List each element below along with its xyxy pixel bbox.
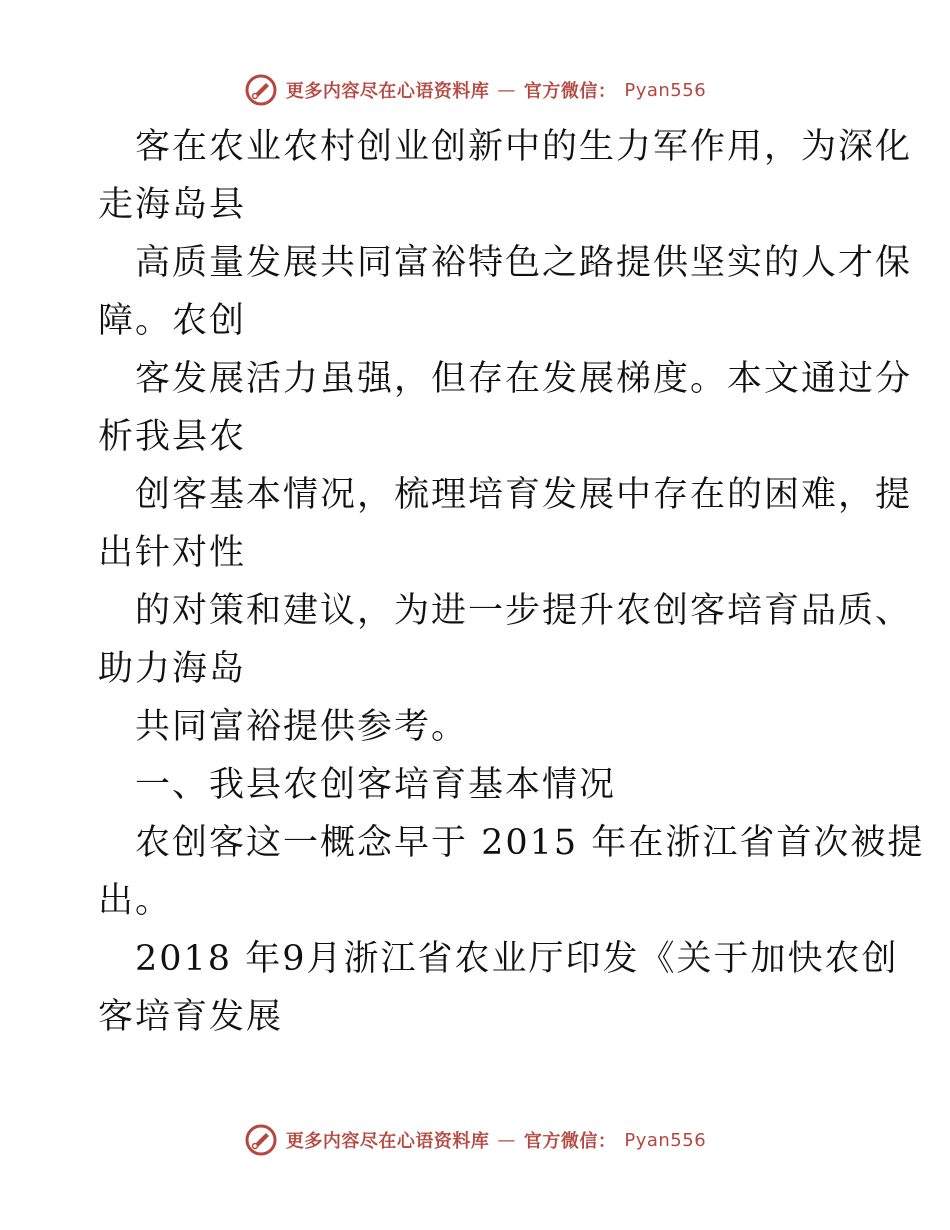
header-watermark [0,70,950,110]
watermark-handle: Pyan556 [624,1129,707,1151]
body-line: 农创客这一概念早于 2015 年在浙江省首次被提 [135,823,925,863]
body-line: 客在农业农村创业创新中的生力军作用，为深化 [135,127,913,167]
body-line: 共同富裕提供参考。 [135,707,469,747]
watermark-separator: — [497,1129,516,1151]
body-line: 2018 年9月浙江省农业厅印发《关于加快农创 [135,939,899,979]
body-line: 出。 [98,881,173,921]
body-line: 障。农创 [98,301,247,341]
body-line: 创客基本情况，梳理培育发展中存在的困难，提 [135,475,913,515]
watermark-separator: — [497,79,516,101]
brand-logo-icon [244,1123,278,1157]
watermark-contact: 官方微信： [523,81,617,102]
body-line: 析我县农 [98,417,247,457]
body-line: 出针对性 [98,533,247,573]
footer-watermark [0,1120,950,1160]
section-heading: 一、我县农创客培育基本情况 [135,765,617,805]
brand-logo-icon [244,73,278,107]
watermark-text: 更多内容尽在心语资料库 [285,81,490,102]
body-line: 的对策和建议，为进一步提升农创客培育品质、 [135,591,913,631]
body-line: 助力海岛 [98,649,247,689]
watermark-handle: Pyan556 [624,79,707,101]
document-body [98,118,925,1046]
body-line: 走海岛县 [98,185,247,225]
body-line: 高质量发展共同富裕特色之路提供坚实的人才保 [135,243,913,283]
watermark-text: 更多内容尽在心语资料库 [285,1131,490,1152]
body-line: 客培育发展 [98,997,284,1037]
body-line: 客发展活力虽强，但存在发展梯度。本文通过分 [135,359,913,399]
watermark-contact: 官方微信： [523,1131,617,1152]
